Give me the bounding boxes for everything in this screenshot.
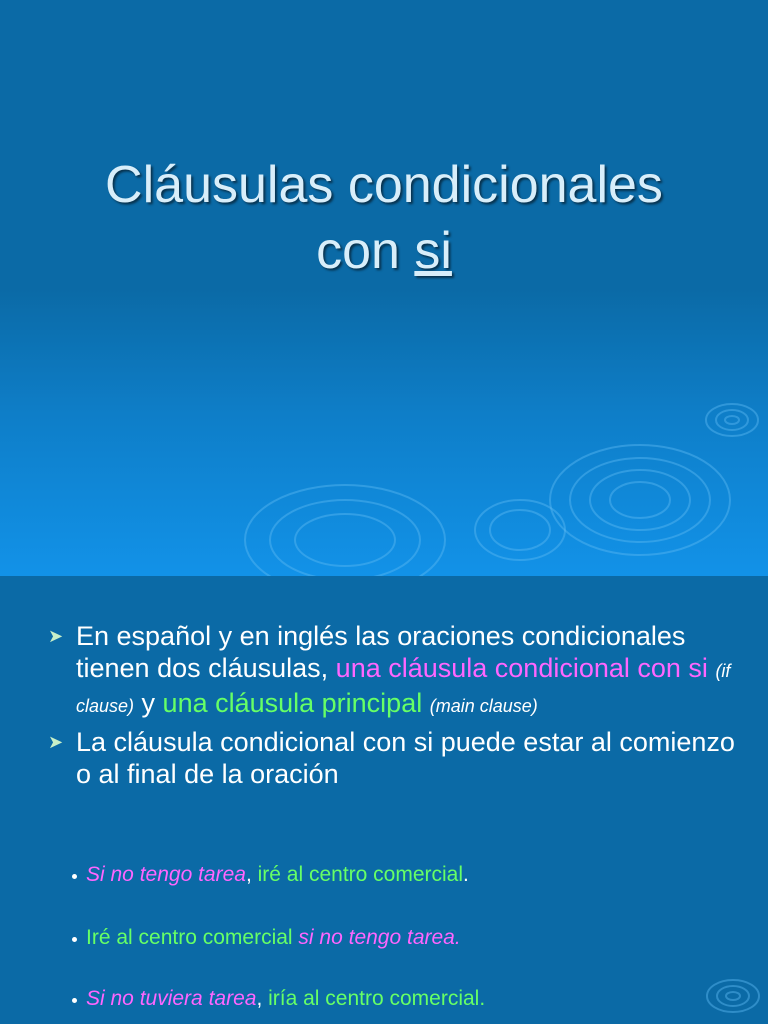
example-3 xyxy=(86,986,485,1012)
example1-sep: , xyxy=(245,863,258,886)
bullet-list xyxy=(48,620,738,794)
bullet1-note1: (if clause) xyxy=(76,661,731,716)
dot-bullet-icon xyxy=(72,937,77,942)
example3-green: iría al centro comercial. xyxy=(268,987,486,1010)
example1-end: . xyxy=(463,863,469,886)
arrow-bullet-icon: ➤ xyxy=(48,732,64,752)
example2-green: Iré al centro comercial xyxy=(86,926,293,949)
example1-green: iré al centro comercial xyxy=(257,863,464,886)
example-2 xyxy=(86,925,461,951)
bullet1-green: una cláusula principal xyxy=(162,688,423,718)
bullet-item-1 xyxy=(48,620,738,722)
arrow-bullet-icon: ➤ xyxy=(48,626,64,646)
example3-pink: Si no tuviera tarea xyxy=(86,987,257,1010)
title-line-1: Cláusulas condicionales xyxy=(105,156,663,214)
example2-pink: si no tengo tarea. xyxy=(298,926,461,949)
dot-bullet-icon xyxy=(72,874,77,879)
bullet1-text: En español y en inglés las oraciones condicionales tienen dos cláusulas, xyxy=(76,621,686,683)
bullet1-pink: una cláusula condicional con si xyxy=(335,653,708,683)
slide-title xyxy=(0,152,768,284)
title-con: con xyxy=(316,222,415,280)
bullet1-y: y xyxy=(134,688,163,718)
title-line-2 xyxy=(0,218,768,284)
bullet1-note2: (main clause) xyxy=(429,696,538,716)
content-slide xyxy=(0,576,768,1024)
title-si-underlined: si xyxy=(414,222,452,280)
bullet2-text: La cláusula condicional con si puede estar al comienzo o al final de la oración xyxy=(76,727,735,789)
example3-sep: , xyxy=(256,987,269,1010)
example-1 xyxy=(86,862,469,888)
example1-pink: Si no tengo tarea xyxy=(86,863,246,886)
dot-bullet-icon xyxy=(72,998,77,1003)
bullet-item-2 xyxy=(48,726,738,790)
